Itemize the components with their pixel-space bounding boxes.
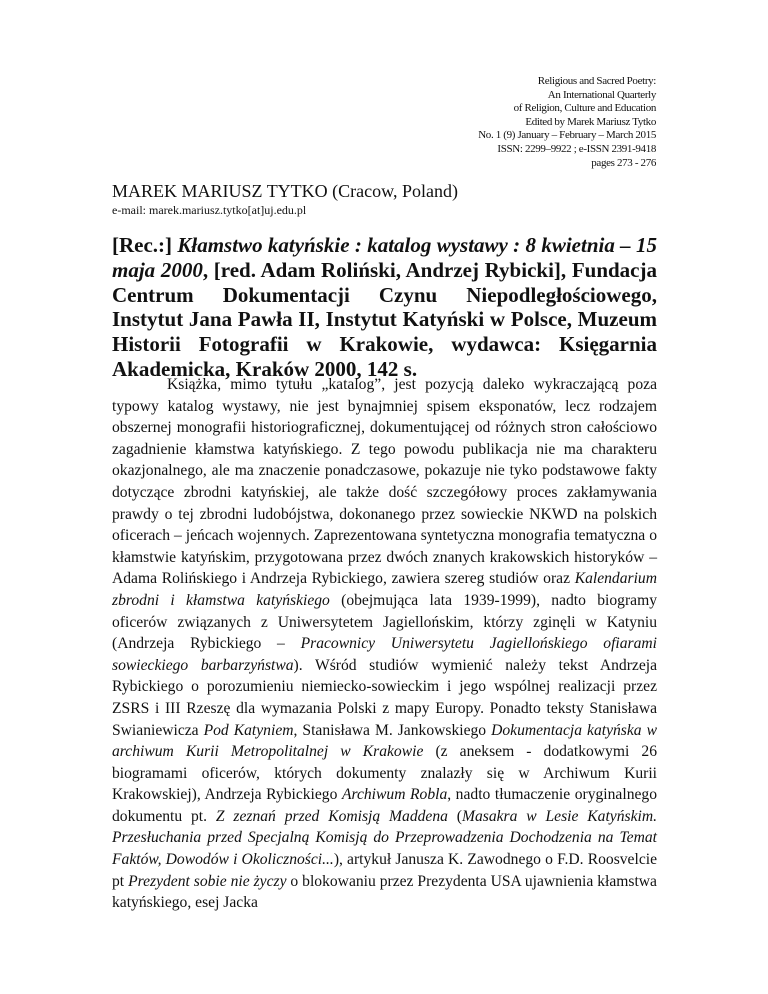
body-italic: Pod Katyniem	[203, 721, 294, 739]
body-text: (	[447, 807, 462, 825]
title-italic: Kłamstwo katyńskie : katalog wystawy : 8 kwietnia – 15 maja 2000	[112, 233, 657, 282]
body-text: o blokowaniu przez Prezydenta USA ujawnienia kłamstwa katyńskiego, esej Jacka	[112, 872, 657, 912]
author-name: MAREK MARIUSZ TYTKO (Cracow, Poland)	[112, 181, 458, 201]
body-text: (obejmująca lata 1939-1999), nadto biogramy oficerów związanych z Uniwersytetem Jagiellońskim, którzy zginęli w Katyniu (Andrzeja Rybickiego –	[112, 591, 657, 653]
journal-header-line: No. 1 (9) January – February – March 2015	[478, 129, 656, 142]
body-text: ), artykuł Janusza K. Zawodnego o F.D. Roosvelcie pt	[112, 851, 657, 890]
body-text: ). Wśród studiów wymienić należy tekst Andrzeja Rybickiego o porozumieniu niemiecko-sowieckim i jego wspólnej realizacji przez ZSRS i III Rzeszę dla wymazania Polski z mapy Europy. Ponadto teksty Stanisława Swianiewicza	[112, 656, 657, 739]
body-italic: Z zeznań przed Komisją Maddena	[215, 807, 448, 825]
body-text: Książka, mimo tytułu „katalog”, jest pozycją daleko wykraczającą poza typowy katalog wystawy, nie jest bynajmniej spisem eksponatów, lecz rodzajem obszernej monografii historiograficznej, dokumentującej od różnych stron całościowo zagadnienie kłamstwa katyńskiego. Z tego powodu publikacja nie ma charakteru okazjonalnego, ale ma znaczenie ponadczasowe, pokazuje nie tyko podstawowe fakty dotyczące zbrodni katyńskiej, ale także dość szczegółowy proces zakłamywania prawdy o tej zbrodni ludobójstwa, dokonanego przez sowieckie NKWD na polskich oficerach – jeńcach wojennych. Zaprezentowana syntetyczna monografia tematyczna o kłamstwie katyńskim, przygotowana przez dwóch znanych krakowskich historyków – Adama Rolińskiego i Andrzeja Rybickiego, zawiera szereg studiów oraz	[112, 376, 657, 588]
title-prefix: [Rec.:]	[112, 233, 178, 257]
title-rest: , [red. Adam Roliński, Andrzej Rybicki], Fundacja Centrum Dokumentacji Czynu Niepodległościowego, Instytut Jana Pawła II, Instytut Katyński w Polsce, Muzeum Historii Fotografii w Krakowie, wydawca: Księgarnia Akademicka, Kraków 2000, 142 s.	[112, 257, 657, 381]
journal-header-line: Edited by Marek Mariusz Tytko	[525, 115, 656, 128]
author-email: e-mail: marek.mariusz.tytko[at]uj.edu.pl	[112, 203, 307, 217]
body-text: , Stanisława M. Jankowskiego	[293, 721, 492, 739]
body-italic: Pracownicy Uniwersytetu Jagiellońskiego ofiarami sowieckiego barbarzyństwa	[112, 635, 657, 674]
body-italic: Dokumentacja katyńska w archiwum Kurii Metropolitalnej w Krakowie	[112, 721, 657, 761]
body-italic: Archiwum Robla	[341, 786, 448, 804]
body-paragraph	[112, 374, 657, 914]
journal-header-line: ISSN: 2299–9922 ; e-ISSN 2391-9418	[497, 142, 656, 155]
body-italic: Kalendarium zbrodni i kłamstwa katyńskiego	[112, 570, 657, 609]
journal-header-line: An International Quarterly	[547, 88, 656, 101]
body-text: , nadto tłumaczenie oryginalnego dokumentu pt.	[112, 786, 658, 825]
journal-header-line: of Religion, Culture and Education	[513, 102, 656, 115]
review-body	[112, 374, 657, 914]
journal-header	[478, 75, 656, 170]
body-text: (z aneksem - dodatkowymi 26 biogramami oficerów, których dokumenty znalazły się w Archiwum Kurii Krakowskiej), Andrzeja Rybickiego	[112, 743, 657, 804]
journal-header-line: pages 273 - 276	[591, 156, 656, 169]
body-italic: Prezydent sobie nie życzy	[128, 872, 287, 890]
review-title	[112, 233, 657, 382]
body-italic: Masakra w Lesie Katyńskim. Przesłuchania przed Specjalną Komisją do Przeprowadzenia Dochodzenia na Temat Faktów, Dowodów i Okoliczności...	[112, 807, 658, 869]
journal-header-line: Religious and Sacred Poetry:	[537, 75, 656, 87]
